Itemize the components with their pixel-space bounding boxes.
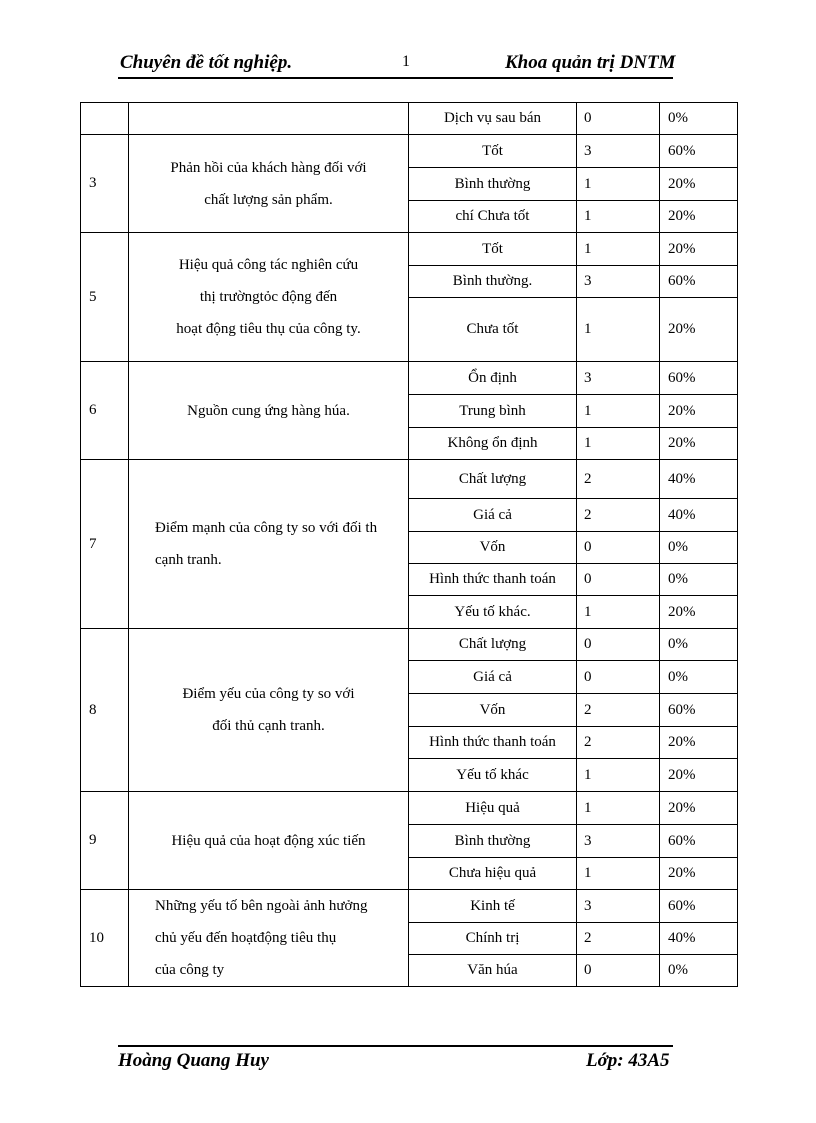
answer-option: Giá cả (409, 499, 577, 532)
table-row (81, 135, 738, 168)
response-percent: 20% (660, 298, 738, 362)
response-count: 0 (577, 564, 660, 596)
item-number: 3 (81, 135, 129, 233)
item-number: 8 (81, 629, 129, 792)
response-count: 3 (577, 135, 660, 168)
question-cell (129, 792, 409, 890)
response-percent: 60% (660, 694, 738, 727)
table-row (81, 233, 738, 266)
question-cell (129, 460, 409, 629)
table-row (81, 792, 738, 825)
response-count: 2 (577, 460, 660, 499)
survey-table-body (81, 103, 738, 987)
response-count: 3 (577, 890, 660, 923)
question-cell (129, 629, 409, 792)
response-percent: 0% (660, 629, 738, 661)
response-count: 1 (577, 428, 660, 460)
department-name: Khoa quản trị DNTM (505, 52, 676, 73)
question-line: cạnh tranh. (155, 552, 222, 568)
table-row (81, 103, 738, 135)
table-row (81, 890, 738, 923)
question-line: đối thủ cạnh tranh. (212, 718, 325, 734)
response-count: 1 (577, 298, 660, 362)
question-cell (129, 135, 409, 233)
question-line: Điểm yếu của công ty so với (182, 686, 355, 702)
answer-option: Văn húa (409, 955, 577, 987)
question-line: thị trườngtỏc động đến (199, 289, 338, 305)
response-count: 1 (577, 233, 660, 266)
response-percent: 60% (660, 890, 738, 923)
item-number: 6 (81, 362, 129, 460)
answer-option: Kinh tế (409, 890, 577, 923)
response-count: 1 (577, 759, 660, 792)
response-percent: 0% (660, 103, 738, 135)
item-number: 5 (81, 233, 129, 362)
response-percent: 60% (660, 362, 738, 395)
question-line: chất lượng sản phẩm. (204, 191, 333, 208)
answer-option: Không ổn định (409, 428, 577, 460)
question-line: Điểm mạnh của công ty so với đối th (155, 520, 378, 536)
response-percent: 0% (660, 532, 738, 564)
response-count: 1 (577, 395, 660, 428)
response-count: 1 (577, 201, 660, 233)
item-number: 9 (81, 792, 129, 890)
answer-option: Bình thường (409, 825, 577, 858)
class-label: Lớp: 43A5 (586, 1050, 670, 1071)
answer-option: Ổn định (409, 362, 577, 395)
table-row (81, 460, 738, 499)
item-number (81, 103, 129, 135)
response-percent: 20% (660, 428, 738, 460)
response-count: 2 (577, 499, 660, 532)
answer-option: Yếu tố khác (409, 759, 577, 792)
response-percent: 60% (660, 266, 738, 298)
response-percent: 20% (660, 596, 738, 629)
author-name: Hoàng Quang Huy (118, 1050, 269, 1071)
answer-option: Yếu tố khác. (409, 596, 577, 629)
response-percent: 0% (660, 955, 738, 987)
survey-results-table (80, 102, 738, 987)
answer-option: Chất lượng (409, 629, 577, 661)
response-count: 1 (577, 168, 660, 201)
answer-option: Dịch vụ sau bán (409, 103, 577, 135)
question-cell (129, 362, 409, 460)
question-line: hoạt động tiêu thụ của công ty. (176, 321, 361, 337)
table-row (81, 629, 738, 661)
item-number: 7 (81, 460, 129, 629)
question-cell (129, 233, 409, 362)
response-percent: 20% (660, 395, 738, 428)
answer-option: chí Chưa tốt (409, 201, 577, 233)
response-count: 0 (577, 103, 660, 135)
response-percent: 20% (660, 792, 738, 825)
answer-option: Chưa hiệu quả (409, 858, 577, 890)
page-number: 1 (402, 53, 410, 70)
response-count: 3 (577, 825, 660, 858)
answer-option: Chính trị (409, 923, 577, 955)
question-line: của công ty (155, 962, 225, 978)
answer-option: Tốt (409, 233, 577, 266)
question-line: Nguồn cung ứng hàng húa. (187, 402, 350, 419)
answer-option: Chưa tốt (409, 298, 577, 362)
table-row (81, 362, 738, 395)
response-percent: 20% (660, 727, 738, 759)
response-percent: 40% (660, 499, 738, 532)
item-number: 10 (81, 890, 129, 987)
question-cell (129, 890, 409, 987)
answer-option: Vốn (409, 694, 577, 727)
response-percent: 60% (660, 825, 738, 858)
question-line: Hiệu quả của hoạt động xúc tiến (171, 832, 366, 849)
response-percent: 20% (660, 233, 738, 266)
answer-option: Hiệu quả (409, 792, 577, 825)
answer-option: Giá cả (409, 661, 577, 694)
header-rule (118, 77, 673, 79)
response-count: 1 (577, 858, 660, 890)
response-count: 1 (577, 596, 660, 629)
answer-option: Tốt (409, 135, 577, 168)
question-line: Hiệu quả công tác nghiên cứu (178, 257, 359, 273)
answer-option: Bình thường. (409, 266, 577, 298)
answer-option: Bình thường (409, 168, 577, 201)
answer-option: Hình thức thanh toán (409, 564, 577, 596)
response-count: 0 (577, 955, 660, 987)
response-count: 2 (577, 727, 660, 759)
response-percent: 20% (660, 201, 738, 233)
answer-option: Vốn (409, 532, 577, 564)
answer-option: Hình thức thanh toán (409, 727, 577, 759)
question-line: Phản hồi của khách hàng đối với (170, 159, 367, 176)
response-percent: 0% (660, 661, 738, 694)
answer-option: Trung bình (409, 395, 577, 428)
footer-rule (118, 1045, 673, 1047)
question-cell (129, 103, 409, 135)
response-percent: 40% (660, 923, 738, 955)
response-percent: 40% (660, 460, 738, 499)
response-count: 3 (577, 266, 660, 298)
question-line: Những yếu tố bên ngoài ảnh hưởng (155, 898, 368, 914)
response-percent: 20% (660, 759, 738, 792)
question-line: chủ yếu đến hoạtđộng tiêu thụ (155, 930, 337, 946)
response-count: 0 (577, 532, 660, 564)
response-percent: 20% (660, 858, 738, 890)
response-count: 1 (577, 792, 660, 825)
response-count: 2 (577, 694, 660, 727)
response-count: 3 (577, 362, 660, 395)
response-percent: 60% (660, 135, 738, 168)
answer-option: Chất lượng (409, 460, 577, 499)
response-count: 2 (577, 923, 660, 955)
document-title: Chuyên đề tốt nghiệp. (120, 52, 293, 73)
response-count: 0 (577, 629, 660, 661)
response-percent: 20% (660, 168, 738, 201)
response-percent: 0% (660, 564, 738, 596)
response-count: 0 (577, 661, 660, 694)
